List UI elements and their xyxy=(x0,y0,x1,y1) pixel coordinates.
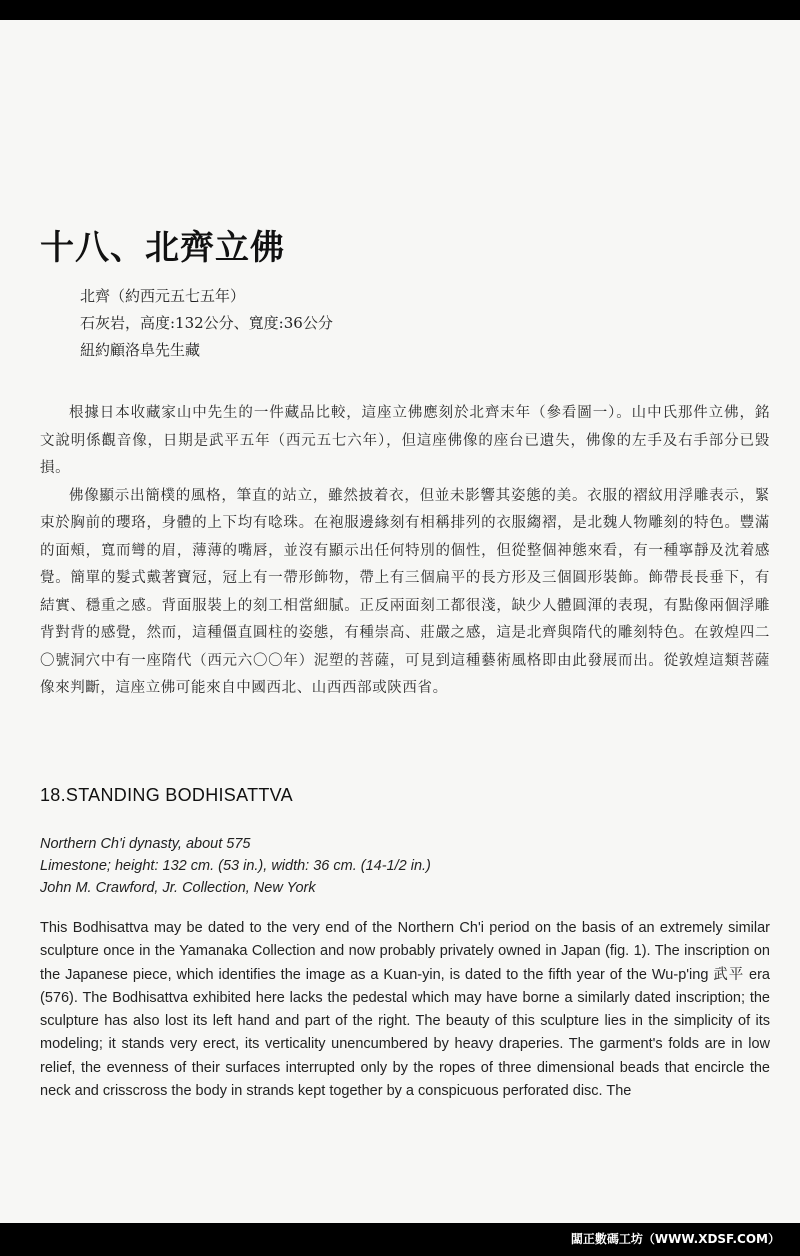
english-body xyxy=(40,917,770,1103)
chinese-collection: 紐約顧洛阜先生藏 xyxy=(80,341,201,359)
chinese-title: 十八、北齊立佛 xyxy=(40,228,285,268)
chinese-paragraph-2: 佛像顯示出簡樸的風格，筆直的站立，雖然披着衣，但並未影響其姿態的美。衣服的褶紋用浮雕表示，緊束於胸前的瓔珞，身體的上下均有唸珠。在袍服邊緣刻有相稱排列的衣服縐褶，是北魏人物雕刻的特色。豐滿的面頰，寬而彎的眉，薄薄的嘴唇，並沒有顯示出任何特別的個性，但從整個神態來看，有一種寧靜及沈着感覺。簡單的髮式戴著寶冠，冠上有一帶形飾物，帶上有三個扁平的長方形及三個圓形裝飾。飾帶長長垂下，有結實、穩重之感。背面服裝上的刻工相當細膩。正反兩面刻工都很淺，缺少人體圓渾的表現，有點像兩個浮雕背對背的感覺，然而，這種僵直圓柱的姿態，有種崇高、莊嚴之感，這是北齊與隋代的雕刻特色。在敦煌四二〇號洞穴中有一座隋代（西元六〇〇年）泥塑的菩薩，可見到這種藝術風格即由此發展而出。從敦煌這類菩薩像來判斷，這座立佛可能來自中國西北、山西西部或陝西省。 xyxy=(40,487,770,696)
chinese-catalog-info xyxy=(80,283,333,364)
english-period: Northern Ch'i dynasty, about 575 xyxy=(40,836,251,852)
chinese-material-dimensions: 石灰岩，高度:132公分、寬度:36公分 xyxy=(80,314,333,332)
chinese-period: 北齊（約西元五七五年） xyxy=(80,287,246,305)
document-page xyxy=(0,20,800,1223)
english-catalog-info xyxy=(40,833,431,899)
english-material-dimensions: Limestone; height: 132 cm. (53 in.), width: 36 cm. (14-1/2 in.) xyxy=(40,858,431,874)
footer-watermark: 闆正數碼工坊（WWW.XDSF.COM） xyxy=(570,1232,780,1246)
english-title: 18.STANDING BODHISATTVA xyxy=(40,785,293,805)
chinese-body xyxy=(40,400,770,703)
english-paragraph: This Bodhisattva may be dated to the very end of the Northern Ch'i period on the basis of an extremely similar sculpture once in the Yamanaka Collection and now probably privately owned in Japan (fig. 1). The inscription on the Japanese piece, which identifies the image as a Kuan-yin, is dated to the fifth year of the Wu-p'ing 武平 era (576). The Bodhisattva exhibited here lacks the pedestal which may have borne a similarly dated inscription; the sculpture has also lost its left hand and part of the right. The beauty of this sculpture lies in the simplicity of its modeling; it stands very erect, its verticality unencumbered by heavy draperies. The garment's folds are in low relief, the evenness of their surfaces interrupted only by the ropes of three dimensional beads that encircle the neck and crisscross the body in strands kept together by a conspicuous perforated disc. The xyxy=(40,920,770,1100)
chinese-paragraph-1: 根據日本收藏家山中先生的一件藏品比較，這座立佛應刻於北齊末年（參看圖一）。山中氏那件立佛，銘文說明係觀音像，日期是武平五年（西元五七六年），但這座佛像的座台已遺失，佛像的左手及右手部分已毀損。 xyxy=(40,405,770,476)
english-collection: John M. Crawford, Jr. Collection, New York xyxy=(40,880,316,896)
